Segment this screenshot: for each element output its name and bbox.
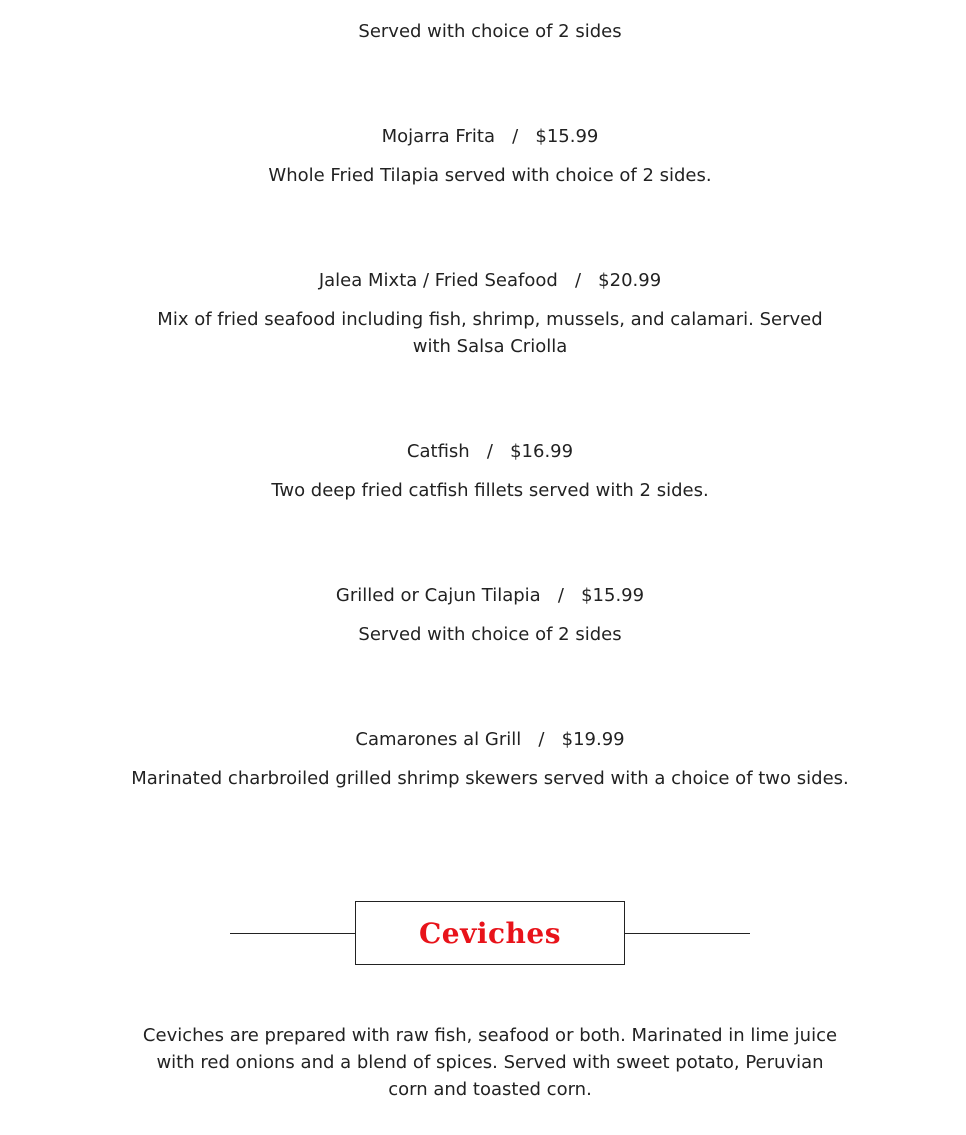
menu-item [0,267,966,360]
menu-item-description: Marinated charbroiled grilled shrimp skewers served with a choice of two sides. [131,768,849,789]
menu-item-description: Two deep fried catfish fillets served with 2 sides. [271,480,709,501]
menu-item [0,726,966,792]
section-title: Ceviches [419,916,561,950]
ceviches-intro-text: Ceviches are prepared with raw fish, seafood or both. Marinated in lime juice with red onions and a blend of spices. Served with sweet potato, Peruvian corn and toasted corn. [142,1025,838,1100]
menu-item-title: Jalea Mixta / Fried Seafood / $20.99 [318,270,662,291]
menu-item-description: Served with choice of 2 sides [358,624,622,645]
menu-item-title: Catfish / $16.99 [406,441,574,462]
menu-item-description: Mix of fried seafood including fish, shrimp, mussels, and calamari. Served with Salsa Criolla [157,309,823,357]
menu-item-description: Whole Fried Tilapia served with choice of 2 sides. [268,165,712,186]
menu-item-title: Camarones al Grill / $19.99 [355,729,625,750]
menu-item-description: Served with choice of 2 sides [358,21,622,42]
menu-item [0,438,966,504]
divider-line-left [230,933,355,934]
menu-item [0,582,966,648]
menu-item [0,123,966,189]
menu-item-title: Mojarra Frita / $15.99 [381,126,599,147]
ceviches-section-header [230,901,750,965]
menu-item-title: Grilled or Cajun Tilapia / $15.99 [335,585,645,606]
section-title-box [355,901,625,965]
menu-item-partial-desc [0,18,966,45]
divider-line-right [625,933,750,934]
